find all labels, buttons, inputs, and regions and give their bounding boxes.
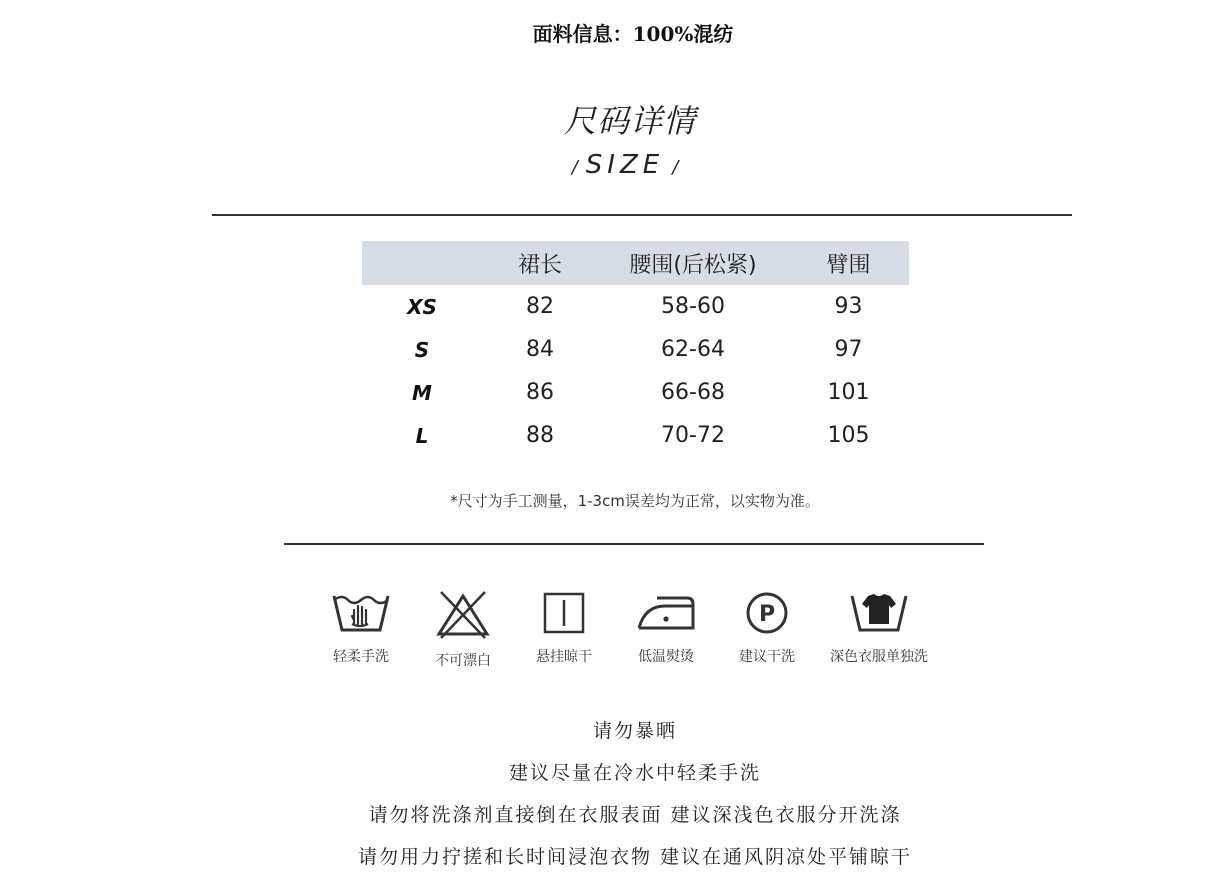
care-label: 不可漂白 (435, 653, 491, 669)
instruction-line: 请勿暴晒 (592, 720, 677, 742)
arm-cell: 105 (827, 423, 870, 448)
length-cell: 88 (526, 423, 554, 448)
care-item (514, 590, 614, 666)
size-label: M (412, 380, 432, 405)
instruction-line: 请勿将洗涤剂直接倒在衣服表面 建议深浅色衣服分开洗涤 (368, 804, 902, 826)
length-cell: 82 (526, 294, 554, 319)
size-section-title: 尺码详情 (563, 102, 696, 140)
slash-right: / (672, 157, 679, 178)
instruction-line: 请勿用力拧搓和长时间浸泡衣物 建议在通风阴凉处平铺晾干 (357, 846, 913, 868)
size-label: L (415, 423, 429, 448)
table-row (362, 285, 909, 328)
header-arm: 臂围 (826, 252, 871, 278)
waist-cell: 70-72 (661, 423, 725, 448)
care-item (311, 590, 411, 666)
care-item (616, 590, 716, 666)
table-row (362, 414, 909, 457)
waist-cell: 62-64 (661, 337, 725, 362)
measurement-note: *尺寸为手工测量，1-3cm误差均为正常，以实物为准。 (450, 492, 820, 510)
no-bleach-icon (435, 590, 491, 640)
slash-left: / (571, 157, 578, 178)
svg-text:P: P (758, 602, 776, 627)
fabric-info: 面料信息：100%混纺 (532, 22, 734, 46)
waist-cell: 58-60 (661, 294, 725, 319)
hand-wash-icon (330, 590, 392, 636)
care-instructions (0, 716, 1207, 881)
divider-top (212, 214, 1072, 216)
care-item (829, 590, 929, 666)
low-iron-icon (635, 590, 697, 636)
size-table-header (362, 241, 909, 285)
header-waist: 腰围(后松紧) (629, 252, 757, 278)
wash-dark-separately-icon (848, 590, 910, 636)
care-label: 低温熨烫 (638, 649, 694, 665)
care-label: 深色衣服单独洗 (830, 649, 928, 665)
header-length: 裙长 (517, 252, 562, 278)
care-icons (318, 590, 958, 680)
dry-clean-icon (744, 590, 790, 636)
size-subtitle-text: SIZE (585, 150, 665, 180)
table-row (362, 328, 909, 371)
length-cell: 86 (526, 380, 554, 405)
length-cell: 84 (526, 337, 554, 362)
size-label: XS (407, 294, 437, 319)
arm-cell: 93 (834, 294, 863, 319)
instruction-line: 建议尽量在冷水中轻柔手洗 (508, 762, 761, 784)
size-table (362, 241, 909, 457)
arm-cell: 101 (827, 380, 870, 405)
size-label: S (414, 337, 430, 362)
care-label: 悬挂晾干 (536, 649, 592, 665)
hang-dry-icon (541, 590, 587, 636)
care-item (717, 590, 817, 666)
care-item (413, 590, 513, 670)
table-row (362, 371, 909, 414)
care-label: 建议干洗 (739, 649, 795, 665)
care-label: 轻柔手洗 (333, 649, 389, 665)
divider-middle (284, 543, 984, 545)
waist-cell: 66-68 (661, 380, 725, 405)
arm-cell: 97 (834, 337, 863, 362)
size-section-subtitle (0, 150, 1207, 180)
